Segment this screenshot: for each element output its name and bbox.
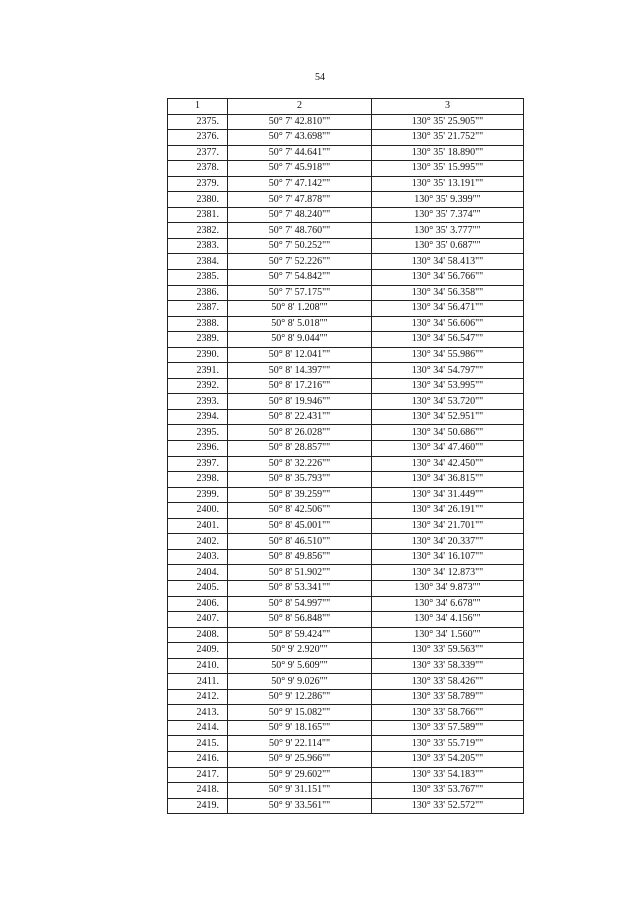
table-row — [168, 534, 524, 550]
column-header-3: 3 — [372, 99, 524, 115]
point-number-cell: 2407. — [168, 612, 228, 628]
point-number-cell: 2388. — [168, 316, 228, 332]
point-number-cell: 2391. — [168, 363, 228, 379]
longitude-cell: 130° 34' 56.547"" — [372, 332, 524, 348]
longitude-cell: 130° 33' 58.789"" — [372, 689, 524, 705]
table-row — [168, 751, 524, 767]
table-row — [168, 705, 524, 721]
point-number-cell: 2415. — [168, 736, 228, 752]
latitude-cell: 50° 7' 42.810"" — [228, 114, 372, 130]
point-number-cell: 2402. — [168, 534, 228, 550]
longitude-cell: 130° 33' 54.183"" — [372, 767, 524, 783]
longitude-cell: 130° 34' 58.413"" — [372, 254, 524, 270]
longitude-cell: 130° 33' 55.719"" — [372, 736, 524, 752]
point-number-cell: 2410. — [168, 658, 228, 674]
table-row — [168, 270, 524, 286]
longitude-cell: 130° 34' 52.951"" — [372, 409, 524, 425]
table-row — [168, 549, 524, 565]
point-number-cell: 2418. — [168, 783, 228, 799]
latitude-cell: 50° 7' 57.175"" — [228, 285, 372, 301]
point-number-cell: 2408. — [168, 627, 228, 643]
table-row — [168, 689, 524, 705]
longitude-cell: 130° 35' 0.687"" — [372, 238, 524, 254]
table-row — [168, 301, 524, 317]
latitude-cell: 50° 7' 45.918"" — [228, 161, 372, 177]
table-row — [168, 720, 524, 736]
latitude-cell: 50° 8' 32.226"" — [228, 456, 372, 472]
latitude-cell: 50° 9' 18.165"" — [228, 720, 372, 736]
longitude-cell: 130° 35' 3.777"" — [372, 223, 524, 239]
latitude-cell: 50° 8' 49.856"" — [228, 549, 372, 565]
latitude-cell: 50° 7' 54.842"" — [228, 270, 372, 286]
table-row — [168, 114, 524, 130]
longitude-cell: 130° 34' 53.720"" — [372, 394, 524, 410]
point-number-cell: 2390. — [168, 347, 228, 363]
longitude-cell: 130° 34' 36.815"" — [372, 472, 524, 488]
longitude-cell: 130° 34' 4.156"" — [372, 612, 524, 628]
longitude-cell: 130° 34' 56.766"" — [372, 270, 524, 286]
longitude-cell: 130° 34' 50.686"" — [372, 425, 524, 441]
longitude-cell: 130° 34' 56.606"" — [372, 316, 524, 332]
table-row — [168, 409, 524, 425]
point-number-cell: 2398. — [168, 472, 228, 488]
latitude-cell: 50° 9' 5.609"" — [228, 658, 372, 674]
point-number-cell: 2385. — [168, 270, 228, 286]
table-row — [168, 363, 524, 379]
table-row — [168, 565, 524, 581]
column-header-2: 2 — [228, 99, 372, 115]
page-number: 54 — [315, 72, 325, 83]
table-row — [168, 394, 524, 410]
table-row — [168, 518, 524, 534]
table-row — [168, 378, 524, 394]
table-row — [168, 658, 524, 674]
latitude-cell: 50° 7' 43.698"" — [228, 130, 372, 146]
point-number-cell: 2381. — [168, 207, 228, 223]
point-number-cell: 2386. — [168, 285, 228, 301]
point-number-cell: 2384. — [168, 254, 228, 270]
table-row — [168, 783, 524, 799]
latitude-cell: 50° 7' 47.142"" — [228, 176, 372, 192]
table-row — [168, 627, 524, 643]
longitude-cell: 130° 33' 57.589"" — [372, 720, 524, 736]
point-number-cell: 2403. — [168, 549, 228, 565]
longitude-cell: 130° 35' 7.374"" — [372, 207, 524, 223]
longitude-cell: 130° 34' 53.995"" — [372, 378, 524, 394]
table-row — [168, 207, 524, 223]
table-row — [168, 503, 524, 519]
table-row — [168, 223, 524, 239]
latitude-cell: 50° 8' 59.424"" — [228, 627, 372, 643]
table-row — [168, 145, 524, 161]
latitude-cell: 50° 8' 54.997"" — [228, 596, 372, 612]
longitude-cell: 130° 33' 53.767"" — [372, 783, 524, 799]
point-number-cell: 2409. — [168, 643, 228, 659]
table-row — [168, 487, 524, 503]
longitude-cell: 130° 35' 18.890"" — [372, 145, 524, 161]
latitude-cell: 50° 8' 19.946"" — [228, 394, 372, 410]
column-header-1: 1 — [168, 99, 228, 115]
longitude-cell: 130° 34' 21.701"" — [372, 518, 524, 534]
table-row — [168, 425, 524, 441]
point-number-cell: 2396. — [168, 441, 228, 457]
point-number-cell: 2416. — [168, 751, 228, 767]
table-row — [168, 643, 524, 659]
point-number-cell: 2375. — [168, 114, 228, 130]
point-number-cell: 2392. — [168, 378, 228, 394]
longitude-cell: 130° 33' 52.572"" — [372, 798, 524, 814]
latitude-cell: 50° 8' 35.793"" — [228, 472, 372, 488]
longitude-cell: 130° 34' 31.449"" — [372, 487, 524, 503]
longitude-cell: 130° 33' 58.339"" — [372, 658, 524, 674]
table-row — [168, 347, 524, 363]
point-number-cell: 2394. — [168, 409, 228, 425]
point-number-cell: 2413. — [168, 705, 228, 721]
point-number-cell: 2389. — [168, 332, 228, 348]
latitude-cell: 50° 8' 17.216"" — [228, 378, 372, 394]
longitude-cell: 130° 34' 47.460"" — [372, 441, 524, 457]
longitude-cell: 130° 34' 54.797"" — [372, 363, 524, 379]
latitude-cell: 50° 8' 53.341"" — [228, 580, 372, 596]
point-number-cell: 2401. — [168, 518, 228, 534]
latitude-cell: 50° 7' 47.878"" — [228, 192, 372, 208]
latitude-cell: 50° 8' 39.259"" — [228, 487, 372, 503]
longitude-cell: 130° 33' 54.205"" — [372, 751, 524, 767]
latitude-cell: 50° 8' 26.028"" — [228, 425, 372, 441]
latitude-cell: 50° 8' 12.041"" — [228, 347, 372, 363]
latitude-cell: 50° 7' 48.240"" — [228, 207, 372, 223]
table-row — [168, 441, 524, 457]
table-row — [168, 674, 524, 690]
longitude-cell: 130° 34' 16.107"" — [372, 549, 524, 565]
point-number-cell: 2383. — [168, 238, 228, 254]
point-number-cell: 2379. — [168, 176, 228, 192]
point-number-cell: 2417. — [168, 767, 228, 783]
point-number-cell: 2399. — [168, 487, 228, 503]
longitude-cell: 130° 34' 55.986"" — [372, 347, 524, 363]
point-number-cell: 2395. — [168, 425, 228, 441]
latitude-cell: 50° 9' 25.966"" — [228, 751, 372, 767]
table-row — [168, 254, 524, 270]
latitude-cell: 50° 9' 12.286"" — [228, 689, 372, 705]
longitude-cell: 130° 33' 58.766"" — [372, 705, 524, 721]
longitude-cell: 130° 34' 1.560"" — [372, 627, 524, 643]
table-row — [168, 176, 524, 192]
latitude-cell: 50° 9' 15.082"" — [228, 705, 372, 721]
point-number-cell: 2397. — [168, 456, 228, 472]
table-row — [168, 316, 524, 332]
longitude-cell: 130° 34' 26.191"" — [372, 503, 524, 519]
point-number-cell: 2411. — [168, 674, 228, 690]
point-number-cell: 2405. — [168, 580, 228, 596]
table-row — [168, 285, 524, 301]
table-row — [168, 332, 524, 348]
longitude-cell: 130° 34' 42.450"" — [372, 456, 524, 472]
latitude-cell: 50° 9' 33.561"" — [228, 798, 372, 814]
table-row — [168, 472, 524, 488]
longitude-cell: 130° 35' 15.995"" — [372, 161, 524, 177]
point-number-cell: 2393. — [168, 394, 228, 410]
coordinates-table — [167, 98, 524, 814]
longitude-cell: 130° 35' 25.905"" — [372, 114, 524, 130]
longitude-cell: 130° 34' 6.678"" — [372, 596, 524, 612]
point-number-cell: 2419. — [168, 798, 228, 814]
table-row — [168, 798, 524, 814]
table-row — [168, 192, 524, 208]
point-number-cell: 2380. — [168, 192, 228, 208]
longitude-cell: 130° 34' 56.358"" — [372, 285, 524, 301]
longitude-cell: 130° 33' 58.426"" — [372, 674, 524, 690]
latitude-cell: 50° 9' 31.151"" — [228, 783, 372, 799]
latitude-cell: 50° 7' 44.641"" — [228, 145, 372, 161]
latitude-cell: 50° 7' 48.760"" — [228, 223, 372, 239]
table-row — [168, 767, 524, 783]
point-number-cell: 2404. — [168, 565, 228, 581]
longitude-cell: 130° 34' 12.873"" — [372, 565, 524, 581]
longitude-cell: 130° 35' 9.399"" — [372, 192, 524, 208]
table-row — [168, 580, 524, 596]
latitude-cell: 50° 8' 9.044"" — [228, 332, 372, 348]
latitude-cell: 50° 9' 22.114"" — [228, 736, 372, 752]
latitude-cell: 50° 8' 45.001"" — [228, 518, 372, 534]
table-row — [168, 596, 524, 612]
latitude-cell: 50° 7' 52.226"" — [228, 254, 372, 270]
latitude-cell: 50° 9' 29.602"" — [228, 767, 372, 783]
latitude-cell: 50° 8' 22.431"" — [228, 409, 372, 425]
point-number-cell: 2414. — [168, 720, 228, 736]
latitude-cell: 50° 9' 9.026"" — [228, 674, 372, 690]
longitude-cell: 130° 33' 59.563"" — [372, 643, 524, 659]
latitude-cell: 50° 8' 14.397"" — [228, 363, 372, 379]
point-number-cell: 2406. — [168, 596, 228, 612]
table-row — [168, 736, 524, 752]
longitude-cell: 130° 34' 9.873"" — [372, 580, 524, 596]
table-header-row — [168, 99, 524, 115]
longitude-cell: 130° 35' 21.752"" — [372, 130, 524, 146]
point-number-cell: 2400. — [168, 503, 228, 519]
table-body — [168, 114, 524, 814]
point-number-cell: 2377. — [168, 145, 228, 161]
point-number-cell: 2382. — [168, 223, 228, 239]
point-number-cell: 2412. — [168, 689, 228, 705]
latitude-cell: 50° 8' 1.208"" — [228, 301, 372, 317]
point-number-cell: 2376. — [168, 130, 228, 146]
latitude-cell: 50° 7' 50.252"" — [228, 238, 372, 254]
longitude-cell: 130° 34' 56.471"" — [372, 301, 524, 317]
table-row — [168, 612, 524, 628]
longitude-cell: 130° 35' 13.191"" — [372, 176, 524, 192]
point-number-cell: 2387. — [168, 301, 228, 317]
latitude-cell: 50° 8' 51.902"" — [228, 565, 372, 581]
table-row — [168, 130, 524, 146]
table-row — [168, 456, 524, 472]
table-row — [168, 238, 524, 254]
latitude-cell: 50° 8' 5.018"" — [228, 316, 372, 332]
latitude-cell: 50° 8' 56.848"" — [228, 612, 372, 628]
table-row — [168, 161, 524, 177]
point-number-cell: 2378. — [168, 161, 228, 177]
longitude-cell: 130° 34' 20.337"" — [372, 534, 524, 550]
latitude-cell: 50° 8' 28.857"" — [228, 441, 372, 457]
latitude-cell: 50° 9' 2.920"" — [228, 643, 372, 659]
latitude-cell: 50° 8' 46.510"" — [228, 534, 372, 550]
latitude-cell: 50° 8' 42.506"" — [228, 503, 372, 519]
